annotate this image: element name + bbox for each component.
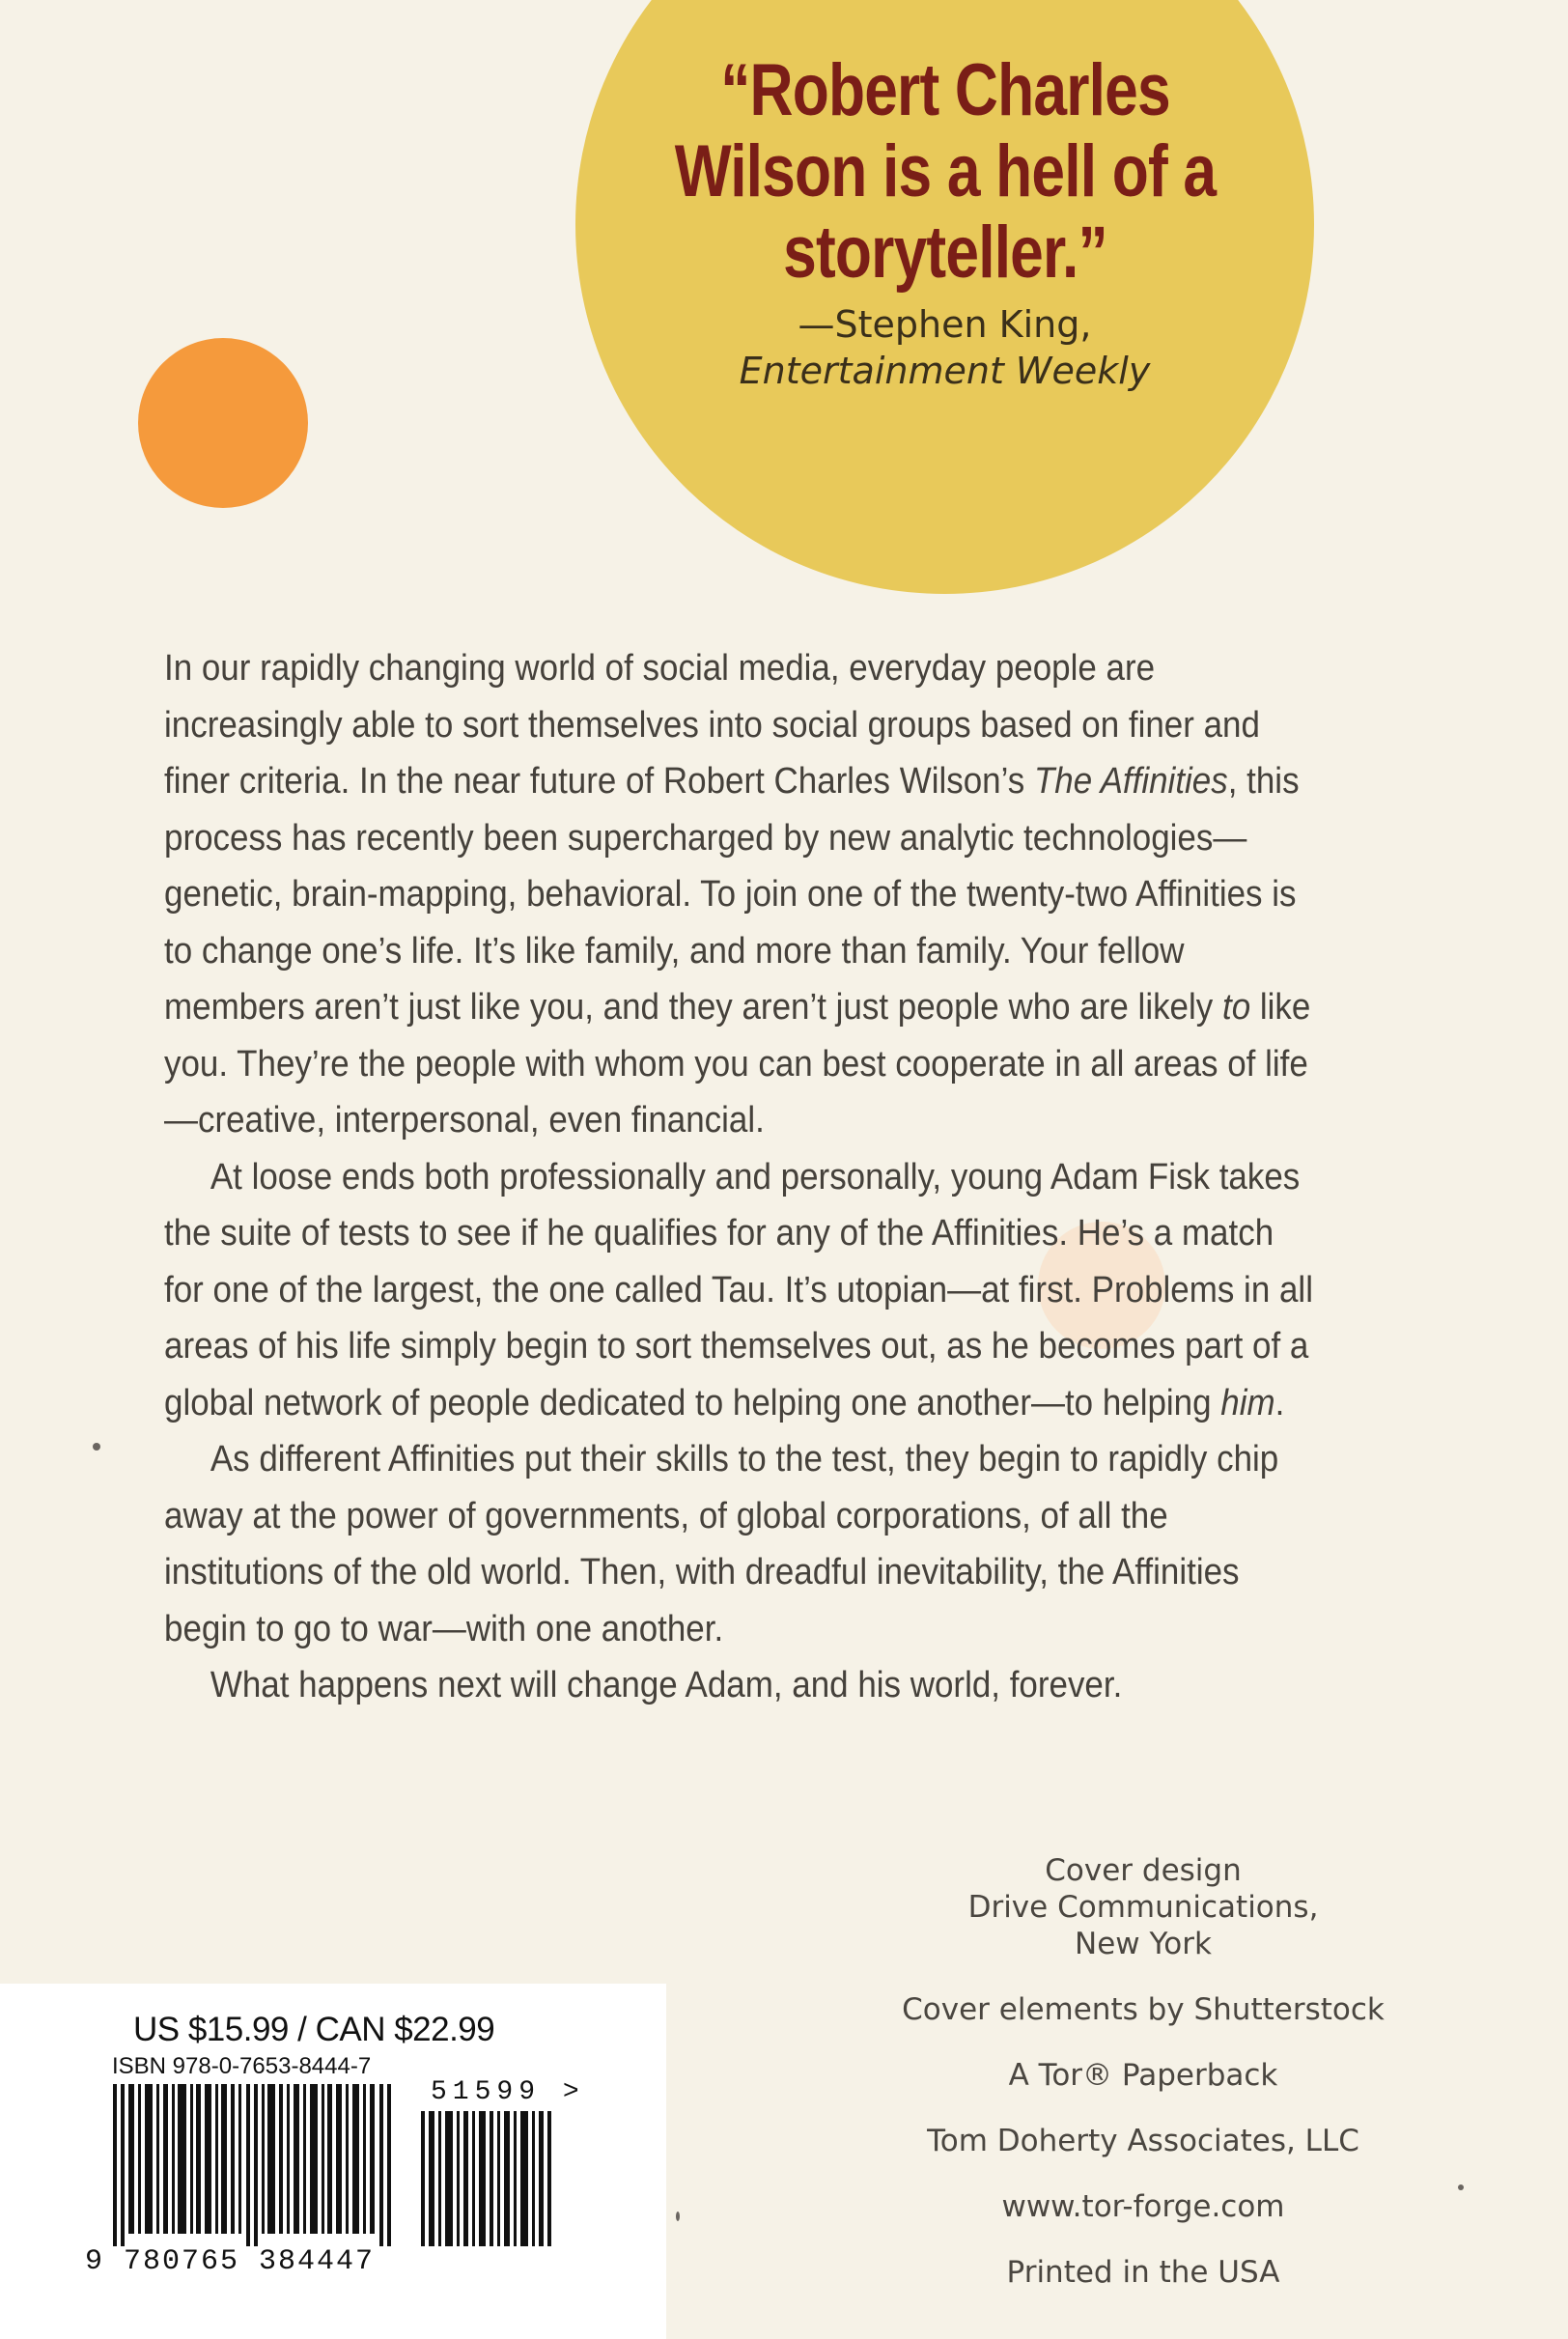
publisher-credits bbox=[850, 1852, 1437, 2291]
endorsement-quote bbox=[644, 50, 1246, 294]
emphasis: to bbox=[1221, 987, 1251, 1028]
description-text: At loose ends both professionally and personally, young Adam Fisk takes the suite of tests to see if he qualifies for any of the Affinities. He’s a match for one of the largest, the one called Tau. It’s utopian—at first. Problems in all areas of his life simply begin to sort themselves out, as he becomes part of a global network of people dedicated to helping one another—to helping bbox=[164, 1156, 1313, 1423]
credit-line: Cover design bbox=[1045, 1853, 1242, 1888]
print-speck bbox=[1458, 2184, 1464, 2190]
print-speck bbox=[93, 1443, 100, 1451]
cover-design-credit bbox=[850, 1852, 1437, 1962]
description-text: In our rapidly changing world of social media, everyday people are increasingly able to sort themselves into social groups based on finer and finer criteria. In the near future of Robert Charles Wilson’s bbox=[164, 648, 1260, 802]
credit-line: New York bbox=[1075, 1927, 1212, 1961]
emphasis: him bbox=[1220, 1382, 1275, 1423]
description-paragraph-4: What happens next will change Adam, and his world, forever. bbox=[210, 1665, 1123, 1705]
cover-elements-credit: Cover elements by Shutterstock bbox=[902, 1992, 1385, 2027]
quote-line: Wilson is a hell of a bbox=[674, 130, 1216, 212]
publisher-name: Tom Doherty Associates, LLC bbox=[927, 2124, 1359, 2158]
book-description bbox=[164, 640, 1319, 1714]
endorsement-attribution bbox=[575, 301, 1314, 394]
print-speck bbox=[676, 2212, 680, 2221]
endorsement-blurb bbox=[575, 50, 1314, 394]
imprint: A Tor® Paperback bbox=[1008, 2058, 1278, 2093]
printed-location: Printed in the USA bbox=[1006, 2255, 1280, 2290]
description-text: . bbox=[1274, 1382, 1285, 1423]
price-label: US $15.99 / CAN $22.99 bbox=[133, 2011, 495, 2048]
quote-line: “Robert Charles bbox=[719, 49, 1170, 131]
ean-barcode bbox=[113, 2084, 403, 2246]
description-paragraph-2 bbox=[164, 1149, 1319, 1432]
isbn-label: ISBN 978-0-7653-8444-7 bbox=[112, 2053, 372, 2079]
publisher-website: www.tor-forge.com bbox=[1001, 2189, 1285, 2224]
description-text: like you. They’re the people with whom you can best cooperate in all areas of life—creative, interpersonal, even financial. bbox=[164, 987, 1311, 1141]
ean-digits: 9 780765 384447 bbox=[85, 2245, 376, 2278]
description-text: , this process has recently been supercharged by new analytic technologies—genetic, brain-mapping, behavioral. To join one of the twenty-two Affinities is to change one’s life. It’s like family, and more than family. Your fellow members aren’t just like you, and they aren’t just people who are likely bbox=[164, 761, 1300, 1028]
book-title: The Affinities bbox=[1033, 761, 1228, 802]
attribution-source: Entertainment Weekly bbox=[739, 350, 1151, 392]
credit-line: Drive Communications, bbox=[967, 1890, 1319, 1925]
description-paragraph-3: As different Affinities put their skills to the test, they begin to rapidly chip away at the power of governments, of global corporations, of all the institutions of the old world. Then, with dreadful inevitability, the Affinities begin to go to war—with one another. bbox=[164, 1439, 1279, 1649]
quote-line: storyteller.” bbox=[782, 211, 1107, 294]
description-paragraph-1 bbox=[164, 640, 1319, 1149]
orange-circle-decoration bbox=[138, 338, 308, 508]
price-addon-barcode bbox=[421, 2111, 564, 2246]
attribution-author: —Stephen King, bbox=[798, 303, 1092, 346]
barcode-addon-digits: 51599 > bbox=[431, 2077, 585, 2107]
